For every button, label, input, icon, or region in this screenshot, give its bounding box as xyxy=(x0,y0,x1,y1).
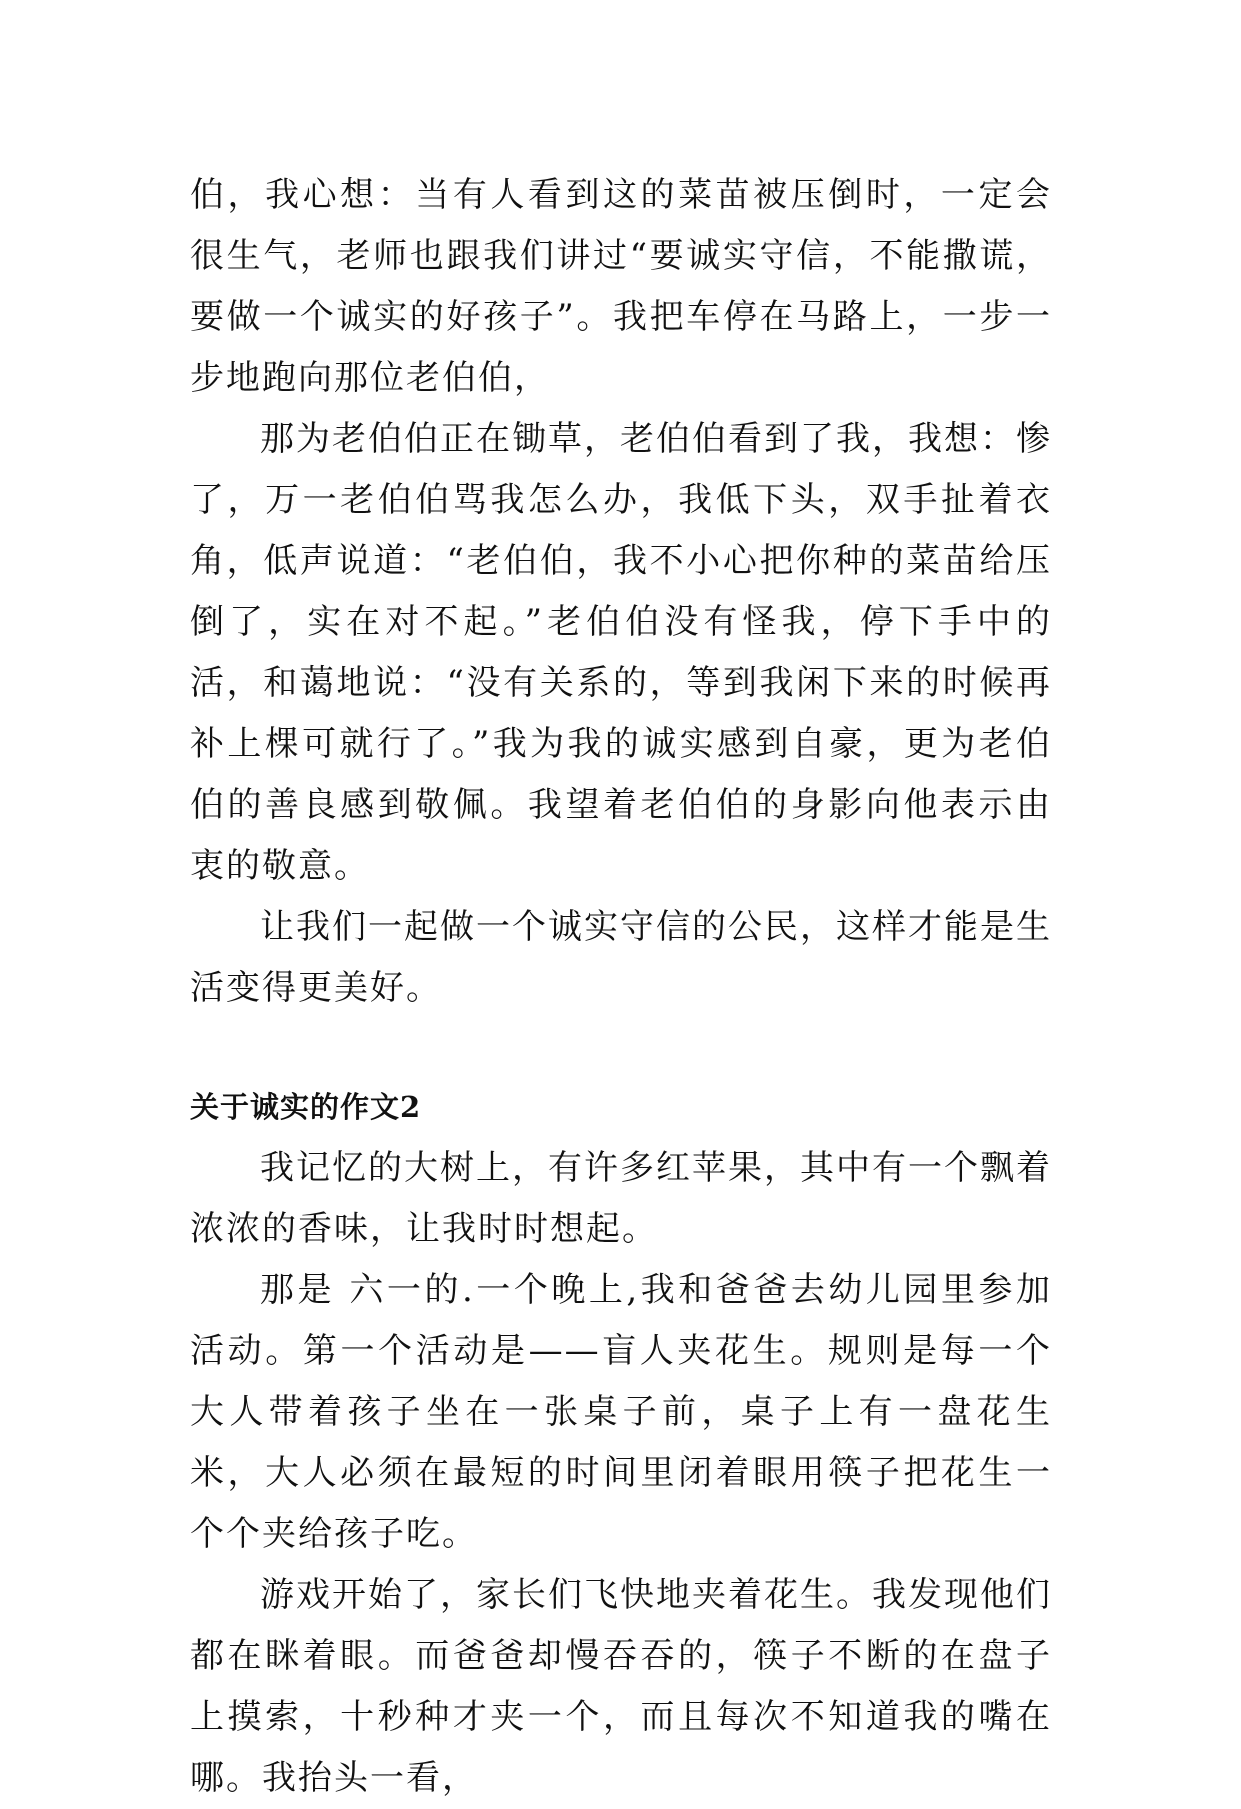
paragraph-5: 那是 六一的.一个晚上,我和爸爸去幼儿园里参加活动。第一个活动是——盲人夹花生。规则是每一个大人带着孩子坐在一张桌子前，桌子上有一盘花生米，大人必须在最短的时间里闭着眼用筷子把花生一个个夹给孩子吃。 xyxy=(190,1270,1052,1554)
document-page xyxy=(190,165,1052,1809)
paragraph-2: 那为老伯伯正在锄草，老伯伯看到了我，我想：惨了，万一老伯伯骂我怎么办，我低下头，双手扯着衣角，低声说道：“老伯伯，我不小心把你种的菜苗给压倒了，实在对不起。”老伯伯没有怪我，停下手中的活，和蔼地说：“没有关系的，等到我闲下来的时候再补上棵可就行了。”我为我的诚实感到自豪，更为老伯伯的善良感到敬佩。我望着老伯伯的身影向他表示由衷的敬意。 xyxy=(190,419,1052,886)
paragraph-3: 让我们一起做一个诚实守信的公民，这样才能是生活变得更美好。 xyxy=(190,907,1052,1008)
section-gap xyxy=(190,1019,1052,1077)
section-title: 关于诚实的作文2 xyxy=(190,1090,422,1124)
paragraph-1: 伯，我心想：当有人看到这的菜苗被压倒时，一定会很生气，老师也跟我们讲过“要诚实守信，不能撒谎，要做一个诚实的好孩子”。我把车停在马路上，一步一步地跑向那位老伯伯， xyxy=(190,175,1052,398)
paragraph-4: 我记忆的大树上，有许多红苹果，其中有一个飘着浓浓的香味，让我时时想起。 xyxy=(190,1148,1052,1249)
paragraph-6: 游戏开始了，家长们飞快地夹着花生。我发现他们都在眯着眼。而爸爸却慢吞吞的，筷子不断的在盘子上摸索，十秒种才夹一个，而且每次不知道我的嘴在哪。我抬头一看， xyxy=(190,1575,1052,1798)
